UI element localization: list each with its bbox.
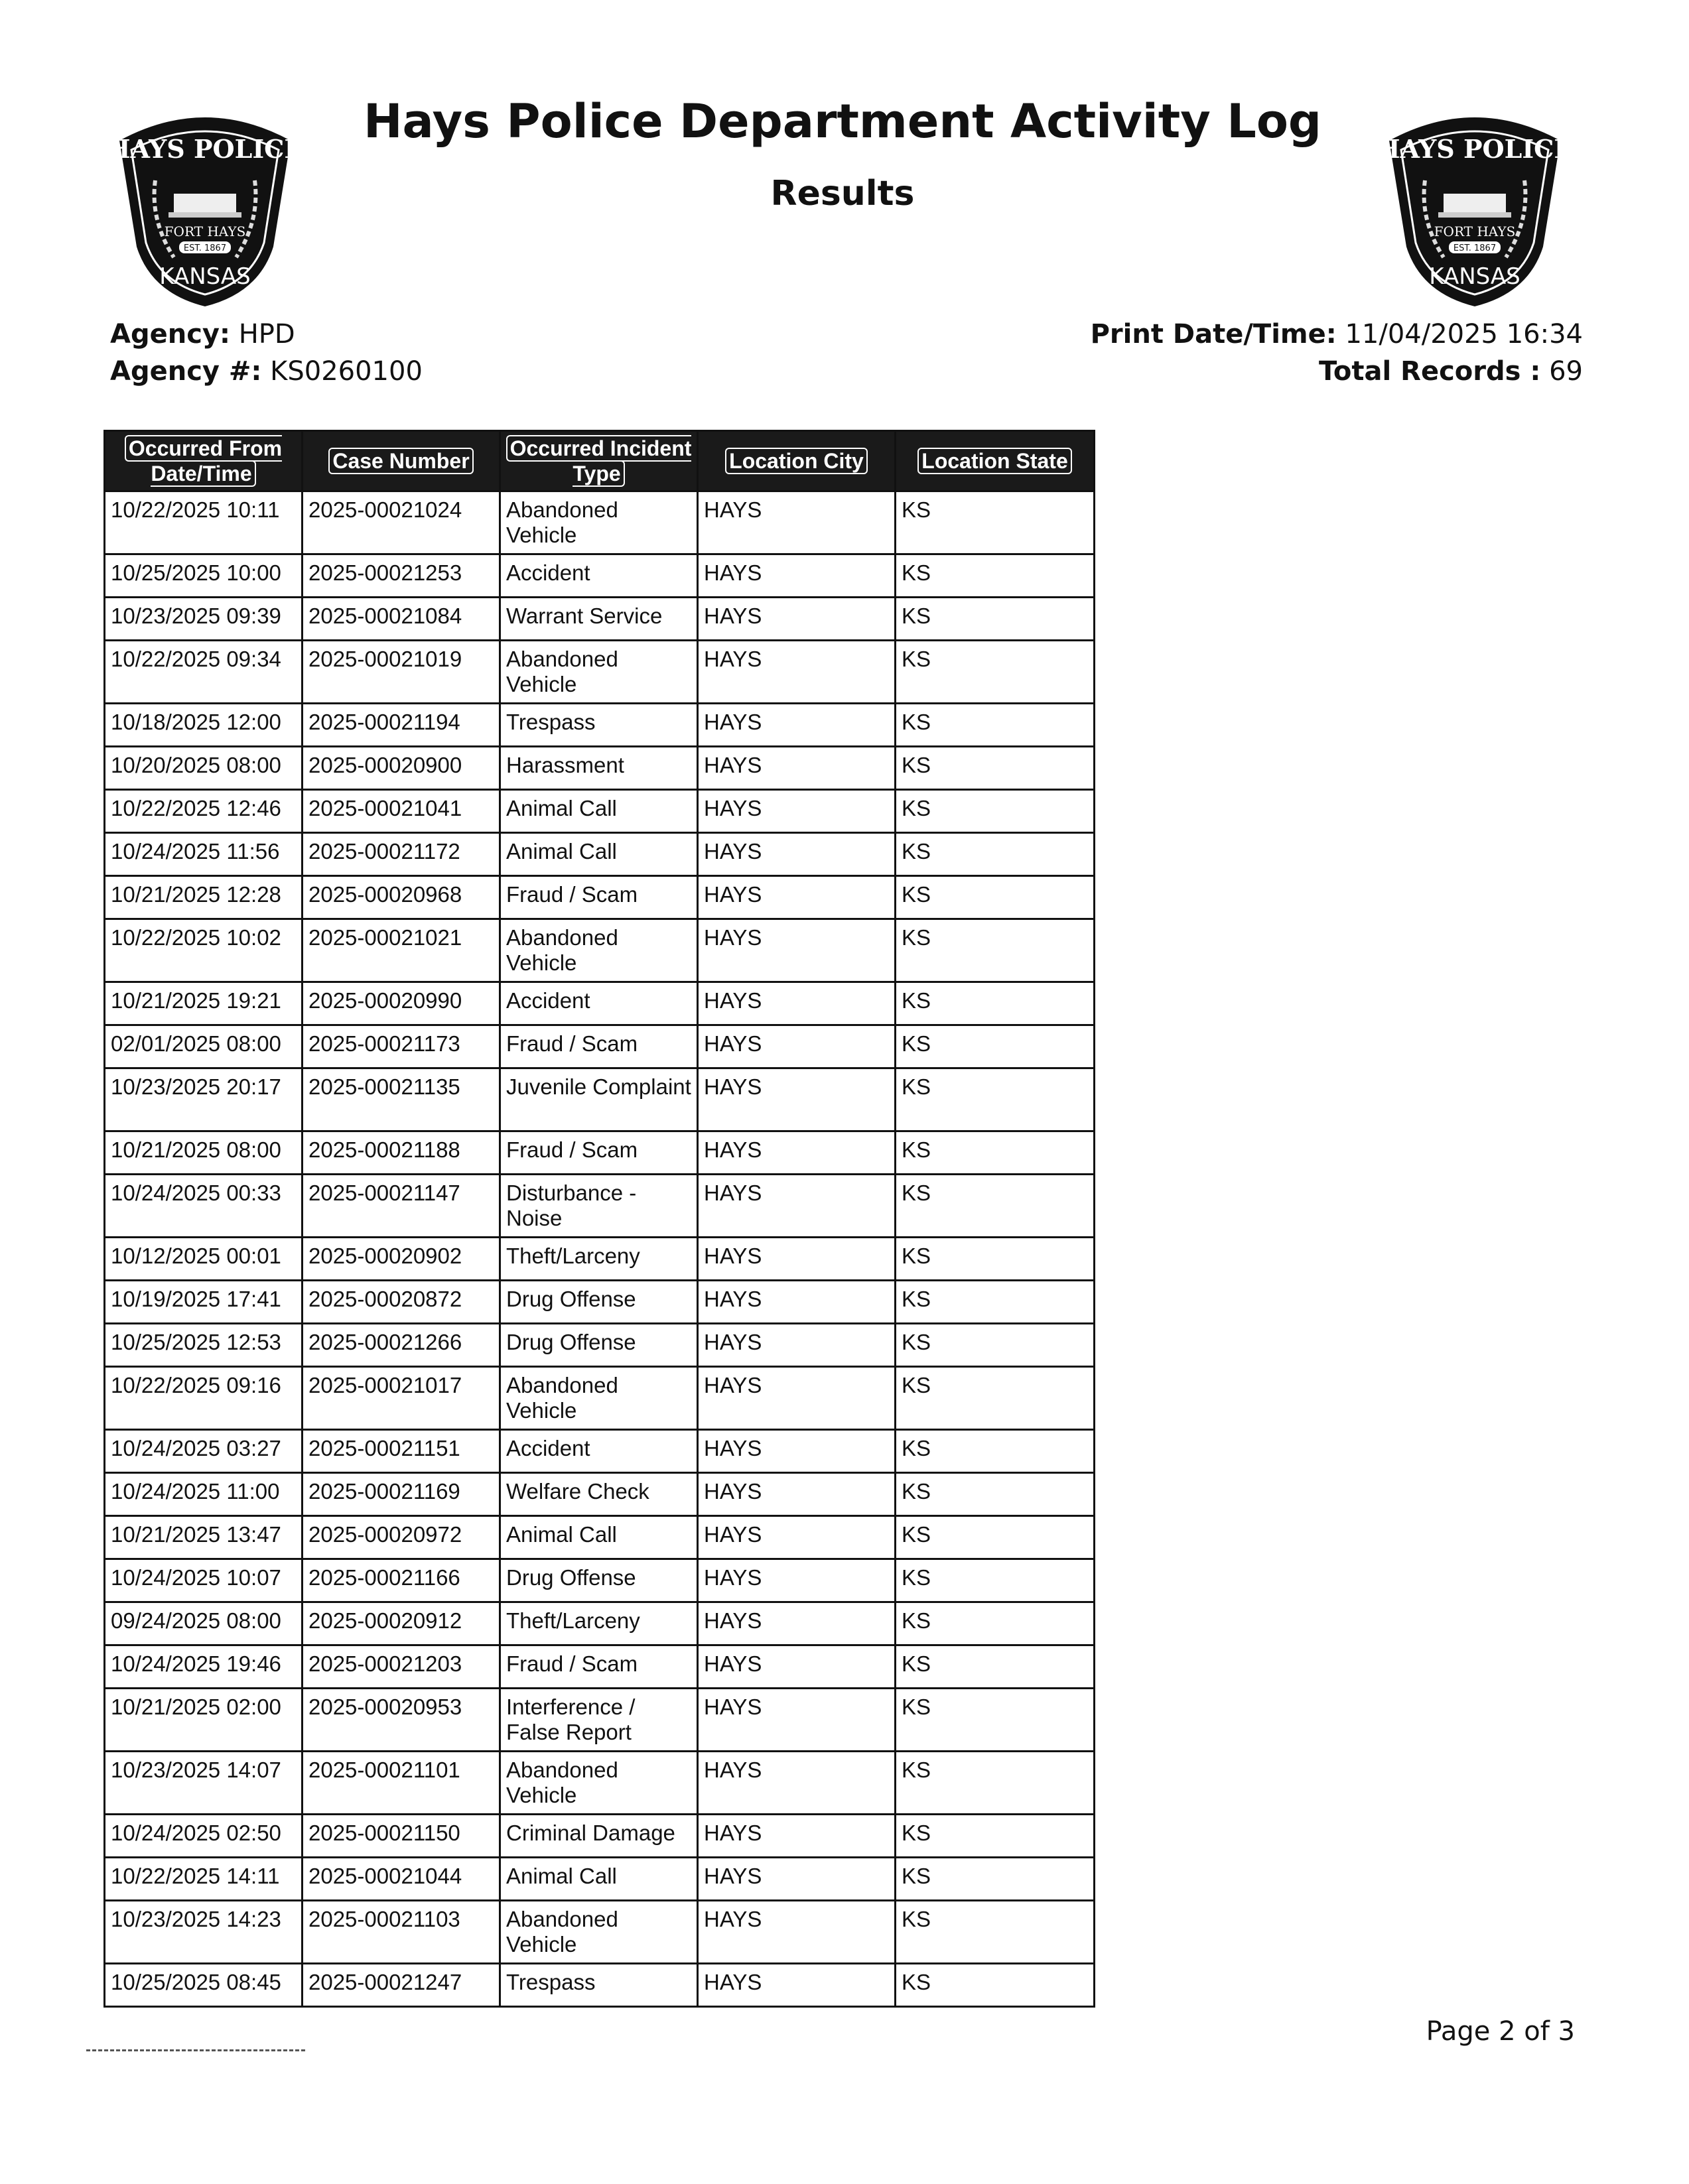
svg-text:KANSAS: KANSAS xyxy=(159,263,251,290)
cell-state: KS xyxy=(896,1281,1095,1324)
cell-incident-type: Criminal Damage xyxy=(500,1815,698,1858)
cell-case-number: 2025-00020968 xyxy=(303,876,500,919)
cell-state: KS xyxy=(896,554,1095,598)
cell-incident-type: Fraud / Scam xyxy=(500,876,698,919)
table-row xyxy=(105,833,1095,876)
cell-incident-type: Disturbance - Noise xyxy=(500,1175,698,1238)
cell-date: 10/23/2025 20:17 xyxy=(105,1068,303,1131)
table-row xyxy=(105,876,1095,919)
cell-case-number: 2025-00020902 xyxy=(303,1238,500,1281)
column-header-date: Occurred From Date/Time xyxy=(105,431,303,491)
activity-log-table xyxy=(103,430,1095,2008)
badge-icon xyxy=(1369,101,1580,312)
agency-number-label: Agency #: xyxy=(110,356,262,387)
svg-text:FORT HAYS: FORT HAYS xyxy=(1434,224,1516,239)
table-row xyxy=(105,1815,1095,1858)
cell-state: KS xyxy=(896,1238,1095,1281)
table-row xyxy=(105,747,1095,790)
cell-city: HAYS xyxy=(698,790,896,833)
cell-state: KS xyxy=(896,1815,1095,1858)
cell-incident-type: Animal Call xyxy=(500,1516,698,1559)
cell-date: 10/24/2025 11:56 xyxy=(105,833,303,876)
cell-state: KS xyxy=(896,1175,1095,1238)
cell-state: KS xyxy=(896,1964,1095,2007)
cell-case-number: 2025-00020872 xyxy=(303,1281,500,1324)
cell-incident-type: Harassment xyxy=(500,747,698,790)
table-row xyxy=(105,919,1095,982)
cell-incident-type: Abandoned Vehicle xyxy=(500,1901,698,1964)
total-records-line xyxy=(1091,353,1583,390)
cell-incident-type: Warrant Service xyxy=(500,598,698,641)
cell-state: KS xyxy=(896,491,1095,554)
cell-state: KS xyxy=(896,1367,1095,1430)
cell-city: HAYS xyxy=(698,1901,896,1964)
table-row xyxy=(105,982,1095,1025)
cell-date: 10/22/2025 10:11 xyxy=(105,491,303,554)
cell-date: 10/25/2025 12:53 xyxy=(105,1324,303,1367)
cell-city: HAYS xyxy=(698,1645,896,1689)
cell-city: HAYS xyxy=(698,1473,896,1516)
cell-incident-type: Trespass xyxy=(500,1964,698,2007)
page-subtitle: Results xyxy=(770,174,915,214)
table-row xyxy=(105,704,1095,747)
cell-case-number: 2025-00020990 xyxy=(303,982,500,1025)
cell-city: HAYS xyxy=(698,919,896,982)
total-records-value: 69 xyxy=(1549,356,1583,387)
svg-text:HAYS POLICE: HAYS POLICE xyxy=(106,134,304,164)
cell-state: KS xyxy=(896,598,1095,641)
cell-date: 10/19/2025 17:41 xyxy=(105,1281,303,1324)
cell-case-number: 2025-00021173 xyxy=(303,1025,500,1068)
cell-incident-type: Abandoned Vehicle xyxy=(500,641,698,704)
cell-case-number: 2025-00021024 xyxy=(303,491,500,554)
cell-city: HAYS xyxy=(698,1602,896,1645)
table-header-row xyxy=(105,431,1095,491)
table-row xyxy=(105,1131,1095,1175)
cell-state: KS xyxy=(896,1068,1095,1131)
table-row xyxy=(105,1752,1095,1815)
cell-case-number: 2025-00020912 xyxy=(303,1602,500,1645)
cell-date: 09/24/2025 08:00 xyxy=(105,1602,303,1645)
cell-city: HAYS xyxy=(698,1858,896,1901)
cell-case-number: 2025-00021247 xyxy=(303,1964,500,2007)
cell-city: HAYS xyxy=(698,641,896,704)
cell-state: KS xyxy=(896,1559,1095,1602)
cell-date: 10/18/2025 12:00 xyxy=(105,704,303,747)
cell-date: 10/25/2025 08:45 xyxy=(105,1964,303,2007)
cell-incident-type: Fraud / Scam xyxy=(500,1131,698,1175)
cell-incident-type: Drug Offense xyxy=(500,1559,698,1602)
table-row xyxy=(105,1602,1095,1645)
cell-incident-type: Abandoned Vehicle xyxy=(500,1752,698,1815)
cell-state: KS xyxy=(896,704,1095,747)
cell-incident-type: Trespass xyxy=(500,704,698,747)
cell-date: 10/21/2025 19:21 xyxy=(105,982,303,1025)
column-header-city: Location City xyxy=(698,431,896,491)
svg-text:EST. 1867: EST. 1867 xyxy=(1453,243,1497,253)
cell-incident-type: Abandoned Vehicle xyxy=(500,919,698,982)
cell-incident-type: Interference / False Report xyxy=(500,1689,698,1752)
cell-city: HAYS xyxy=(698,1131,896,1175)
cell-case-number: 2025-00021084 xyxy=(303,598,500,641)
cell-city: HAYS xyxy=(698,598,896,641)
cell-city: HAYS xyxy=(698,704,896,747)
cell-city: HAYS xyxy=(698,554,896,598)
cell-case-number: 2025-00020953 xyxy=(303,1689,500,1752)
table-row xyxy=(105,1689,1095,1752)
cell-date: 10/21/2025 13:47 xyxy=(105,1516,303,1559)
print-datetime-value: 11/04/2025 16:34 xyxy=(1345,319,1583,350)
cell-city: HAYS xyxy=(698,1281,896,1324)
table-row xyxy=(105,1281,1095,1324)
cell-incident-type: Theft/Larceny xyxy=(500,1238,698,1281)
cell-incident-type: Abandoned Vehicle xyxy=(500,491,698,554)
table-row xyxy=(105,1175,1095,1238)
table-row xyxy=(105,790,1095,833)
cell-incident-type: Theft/Larceny xyxy=(500,1602,698,1645)
cell-date: 10/22/2025 10:02 xyxy=(105,919,303,982)
cell-date: 10/23/2025 09:39 xyxy=(105,598,303,641)
agency-number-line xyxy=(110,353,423,390)
table-row xyxy=(105,1238,1095,1281)
cell-date: 10/23/2025 14:23 xyxy=(105,1901,303,1964)
cell-case-number: 2025-00021103 xyxy=(303,1901,500,1964)
cell-case-number: 2025-00021151 xyxy=(303,1430,500,1473)
cell-city: HAYS xyxy=(698,1367,896,1430)
cell-date: 02/01/2025 08:00 xyxy=(105,1025,303,1068)
cell-incident-type: Welfare Check xyxy=(500,1473,698,1516)
column-header-state: Location State xyxy=(896,431,1095,491)
svg-text:HAYS POLICE: HAYS POLICE xyxy=(1376,134,1574,164)
agency-label: Agency: xyxy=(110,319,230,350)
table-row xyxy=(105,1025,1095,1068)
column-header-incident-type: Occurred Incident Type xyxy=(500,431,698,491)
cell-case-number: 2025-00021172 xyxy=(303,833,500,876)
cell-incident-type: Drug Offense xyxy=(500,1324,698,1367)
svg-text:EST. 1867: EST. 1867 xyxy=(183,243,227,253)
cell-city: HAYS xyxy=(698,1068,896,1131)
cell-incident-type: Abandoned Vehicle xyxy=(500,1367,698,1430)
cell-incident-type: Accident xyxy=(500,554,698,598)
cell-state: KS xyxy=(896,876,1095,919)
cell-date: 10/20/2025 08:00 xyxy=(105,747,303,790)
table-row xyxy=(105,1901,1095,1964)
cell-state: KS xyxy=(896,1602,1095,1645)
badge-icon xyxy=(100,101,310,312)
svg-text:KANSAS: KANSAS xyxy=(1429,263,1520,290)
cell-case-number: 2025-00021150 xyxy=(303,1815,500,1858)
police-badge-logo-right xyxy=(1369,101,1580,312)
cell-case-number: 2025-00021253 xyxy=(303,554,500,598)
print-datetime-label: Print Date/Time: xyxy=(1090,319,1337,350)
cell-date: 10/24/2025 19:46 xyxy=(105,1645,303,1689)
cell-date: 10/21/2025 12:28 xyxy=(105,876,303,919)
cell-state: KS xyxy=(896,1131,1095,1175)
cell-incident-type: Accident xyxy=(500,1430,698,1473)
table-row xyxy=(105,1367,1095,1430)
cell-incident-type: Drug Offense xyxy=(500,1281,698,1324)
table-row xyxy=(105,491,1095,554)
total-records-label: Total Records : xyxy=(1318,356,1541,387)
cell-case-number: 2025-00021019 xyxy=(303,641,500,704)
table-row xyxy=(105,1516,1095,1559)
cell-state: KS xyxy=(896,1858,1095,1901)
cell-state: KS xyxy=(896,833,1095,876)
cell-city: HAYS xyxy=(698,1238,896,1281)
cell-date: 10/21/2025 02:00 xyxy=(105,1689,303,1752)
cell-incident-type: Animal Call xyxy=(500,833,698,876)
cell-city: HAYS xyxy=(698,833,896,876)
cell-case-number: 2025-00021135 xyxy=(303,1068,500,1131)
print-datetime-line xyxy=(1091,316,1583,353)
table-row xyxy=(105,1858,1095,1901)
agency-number-value: KS0260100 xyxy=(270,356,423,387)
cell-case-number: 2025-00021266 xyxy=(303,1324,500,1367)
cell-state: KS xyxy=(896,747,1095,790)
cell-date: 10/23/2025 14:07 xyxy=(105,1752,303,1815)
cell-city: HAYS xyxy=(698,1964,896,2007)
cell-city: HAYS xyxy=(698,1516,896,1559)
cell-state: KS xyxy=(896,982,1095,1025)
cell-city: HAYS xyxy=(698,1025,896,1068)
cell-state: KS xyxy=(896,641,1095,704)
cell-case-number: 2025-00021044 xyxy=(303,1858,500,1901)
cell-incident-type: Animal Call xyxy=(500,790,698,833)
table-row xyxy=(105,1645,1095,1689)
table-body xyxy=(105,491,1095,2007)
cell-date: 10/24/2025 00:33 xyxy=(105,1175,303,1238)
cell-date: 10/24/2025 11:00 xyxy=(105,1473,303,1516)
cell-incident-type: Accident xyxy=(500,982,698,1025)
cell-date: 10/25/2025 10:00 xyxy=(105,554,303,598)
cell-case-number: 2025-00021194 xyxy=(303,704,500,747)
cell-state: KS xyxy=(896,790,1095,833)
cell-case-number: 2025-00021021 xyxy=(303,919,500,982)
cell-state: KS xyxy=(896,1901,1095,1964)
cell-case-number: 2025-00021041 xyxy=(303,790,500,833)
cell-case-number: 2025-00021017 xyxy=(303,1367,500,1430)
table-row xyxy=(105,1324,1095,1367)
cell-city: HAYS xyxy=(698,982,896,1025)
cell-case-number: 2025-00021147 xyxy=(303,1175,500,1238)
cell-state: KS xyxy=(896,1645,1095,1689)
cell-case-number: 2025-00021169 xyxy=(303,1473,500,1516)
table-row xyxy=(105,554,1095,598)
agency-value: HPD xyxy=(238,319,295,350)
cell-case-number: 2025-00021203 xyxy=(303,1645,500,1689)
cell-date: 10/24/2025 02:50 xyxy=(105,1815,303,1858)
cell-case-number: 2025-00021166 xyxy=(303,1559,500,1602)
cell-case-number: 2025-00021101 xyxy=(303,1752,500,1815)
cell-state: KS xyxy=(896,1516,1095,1559)
column-header-case-number: Case Number xyxy=(303,431,500,491)
cell-incident-type: Fraud / Scam xyxy=(500,1025,698,1068)
cell-city: HAYS xyxy=(698,876,896,919)
cell-city: HAYS xyxy=(698,1752,896,1815)
cell-date: 10/22/2025 12:46 xyxy=(105,790,303,833)
cell-city: HAYS xyxy=(698,1324,896,1367)
cell-case-number: 2025-00020972 xyxy=(303,1516,500,1559)
cell-date: 10/24/2025 03:27 xyxy=(105,1430,303,1473)
svg-text:FORT HAYS: FORT HAYS xyxy=(164,224,246,239)
table-row xyxy=(105,1430,1095,1473)
agency-info xyxy=(110,316,423,390)
cell-state: KS xyxy=(896,1473,1095,1516)
cell-case-number: 2025-00021188 xyxy=(303,1131,500,1175)
page-number: Page 2 of 3 xyxy=(1426,2016,1575,2047)
print-info xyxy=(1091,316,1583,390)
cell-incident-type: Fraud / Scam xyxy=(500,1645,698,1689)
cell-city: HAYS xyxy=(698,1559,896,1602)
cell-state: KS xyxy=(896,1430,1095,1473)
scan-artifact-divider xyxy=(86,2049,305,2058)
cell-date: 10/21/2025 08:00 xyxy=(105,1131,303,1175)
cell-state: KS xyxy=(896,1689,1095,1752)
cell-date: 10/22/2025 14:11 xyxy=(105,1858,303,1901)
cell-city: HAYS xyxy=(698,747,896,790)
cell-city: HAYS xyxy=(698,491,896,554)
cell-incident-type: Juvenile Complaint xyxy=(500,1068,698,1131)
table-row xyxy=(105,1964,1095,2007)
cell-city: HAYS xyxy=(698,1430,896,1473)
cell-state: KS xyxy=(896,1752,1095,1815)
cell-date: 10/22/2025 09:34 xyxy=(105,641,303,704)
cell-city: HAYS xyxy=(698,1175,896,1238)
table-row xyxy=(105,1068,1095,1131)
agency-line xyxy=(110,316,423,353)
cell-case-number: 2025-00020900 xyxy=(303,747,500,790)
table-row xyxy=(105,1473,1095,1516)
cell-state: KS xyxy=(896,1025,1095,1068)
police-badge-logo-left xyxy=(100,101,310,312)
cell-date: 10/12/2025 00:01 xyxy=(105,1238,303,1281)
table-row xyxy=(105,1559,1095,1602)
table-row xyxy=(105,641,1095,704)
cell-city: HAYS xyxy=(698,1689,896,1752)
cell-state: KS xyxy=(896,919,1095,982)
cell-date: 10/24/2025 10:07 xyxy=(105,1559,303,1602)
cell-city: HAYS xyxy=(698,1815,896,1858)
table-row xyxy=(105,598,1095,641)
cell-incident-type: Animal Call xyxy=(500,1858,698,1901)
page-title: Hays Police Department Activity Log xyxy=(363,94,1322,149)
cell-date: 10/22/2025 09:16 xyxy=(105,1367,303,1430)
cell-state: KS xyxy=(896,1324,1095,1367)
